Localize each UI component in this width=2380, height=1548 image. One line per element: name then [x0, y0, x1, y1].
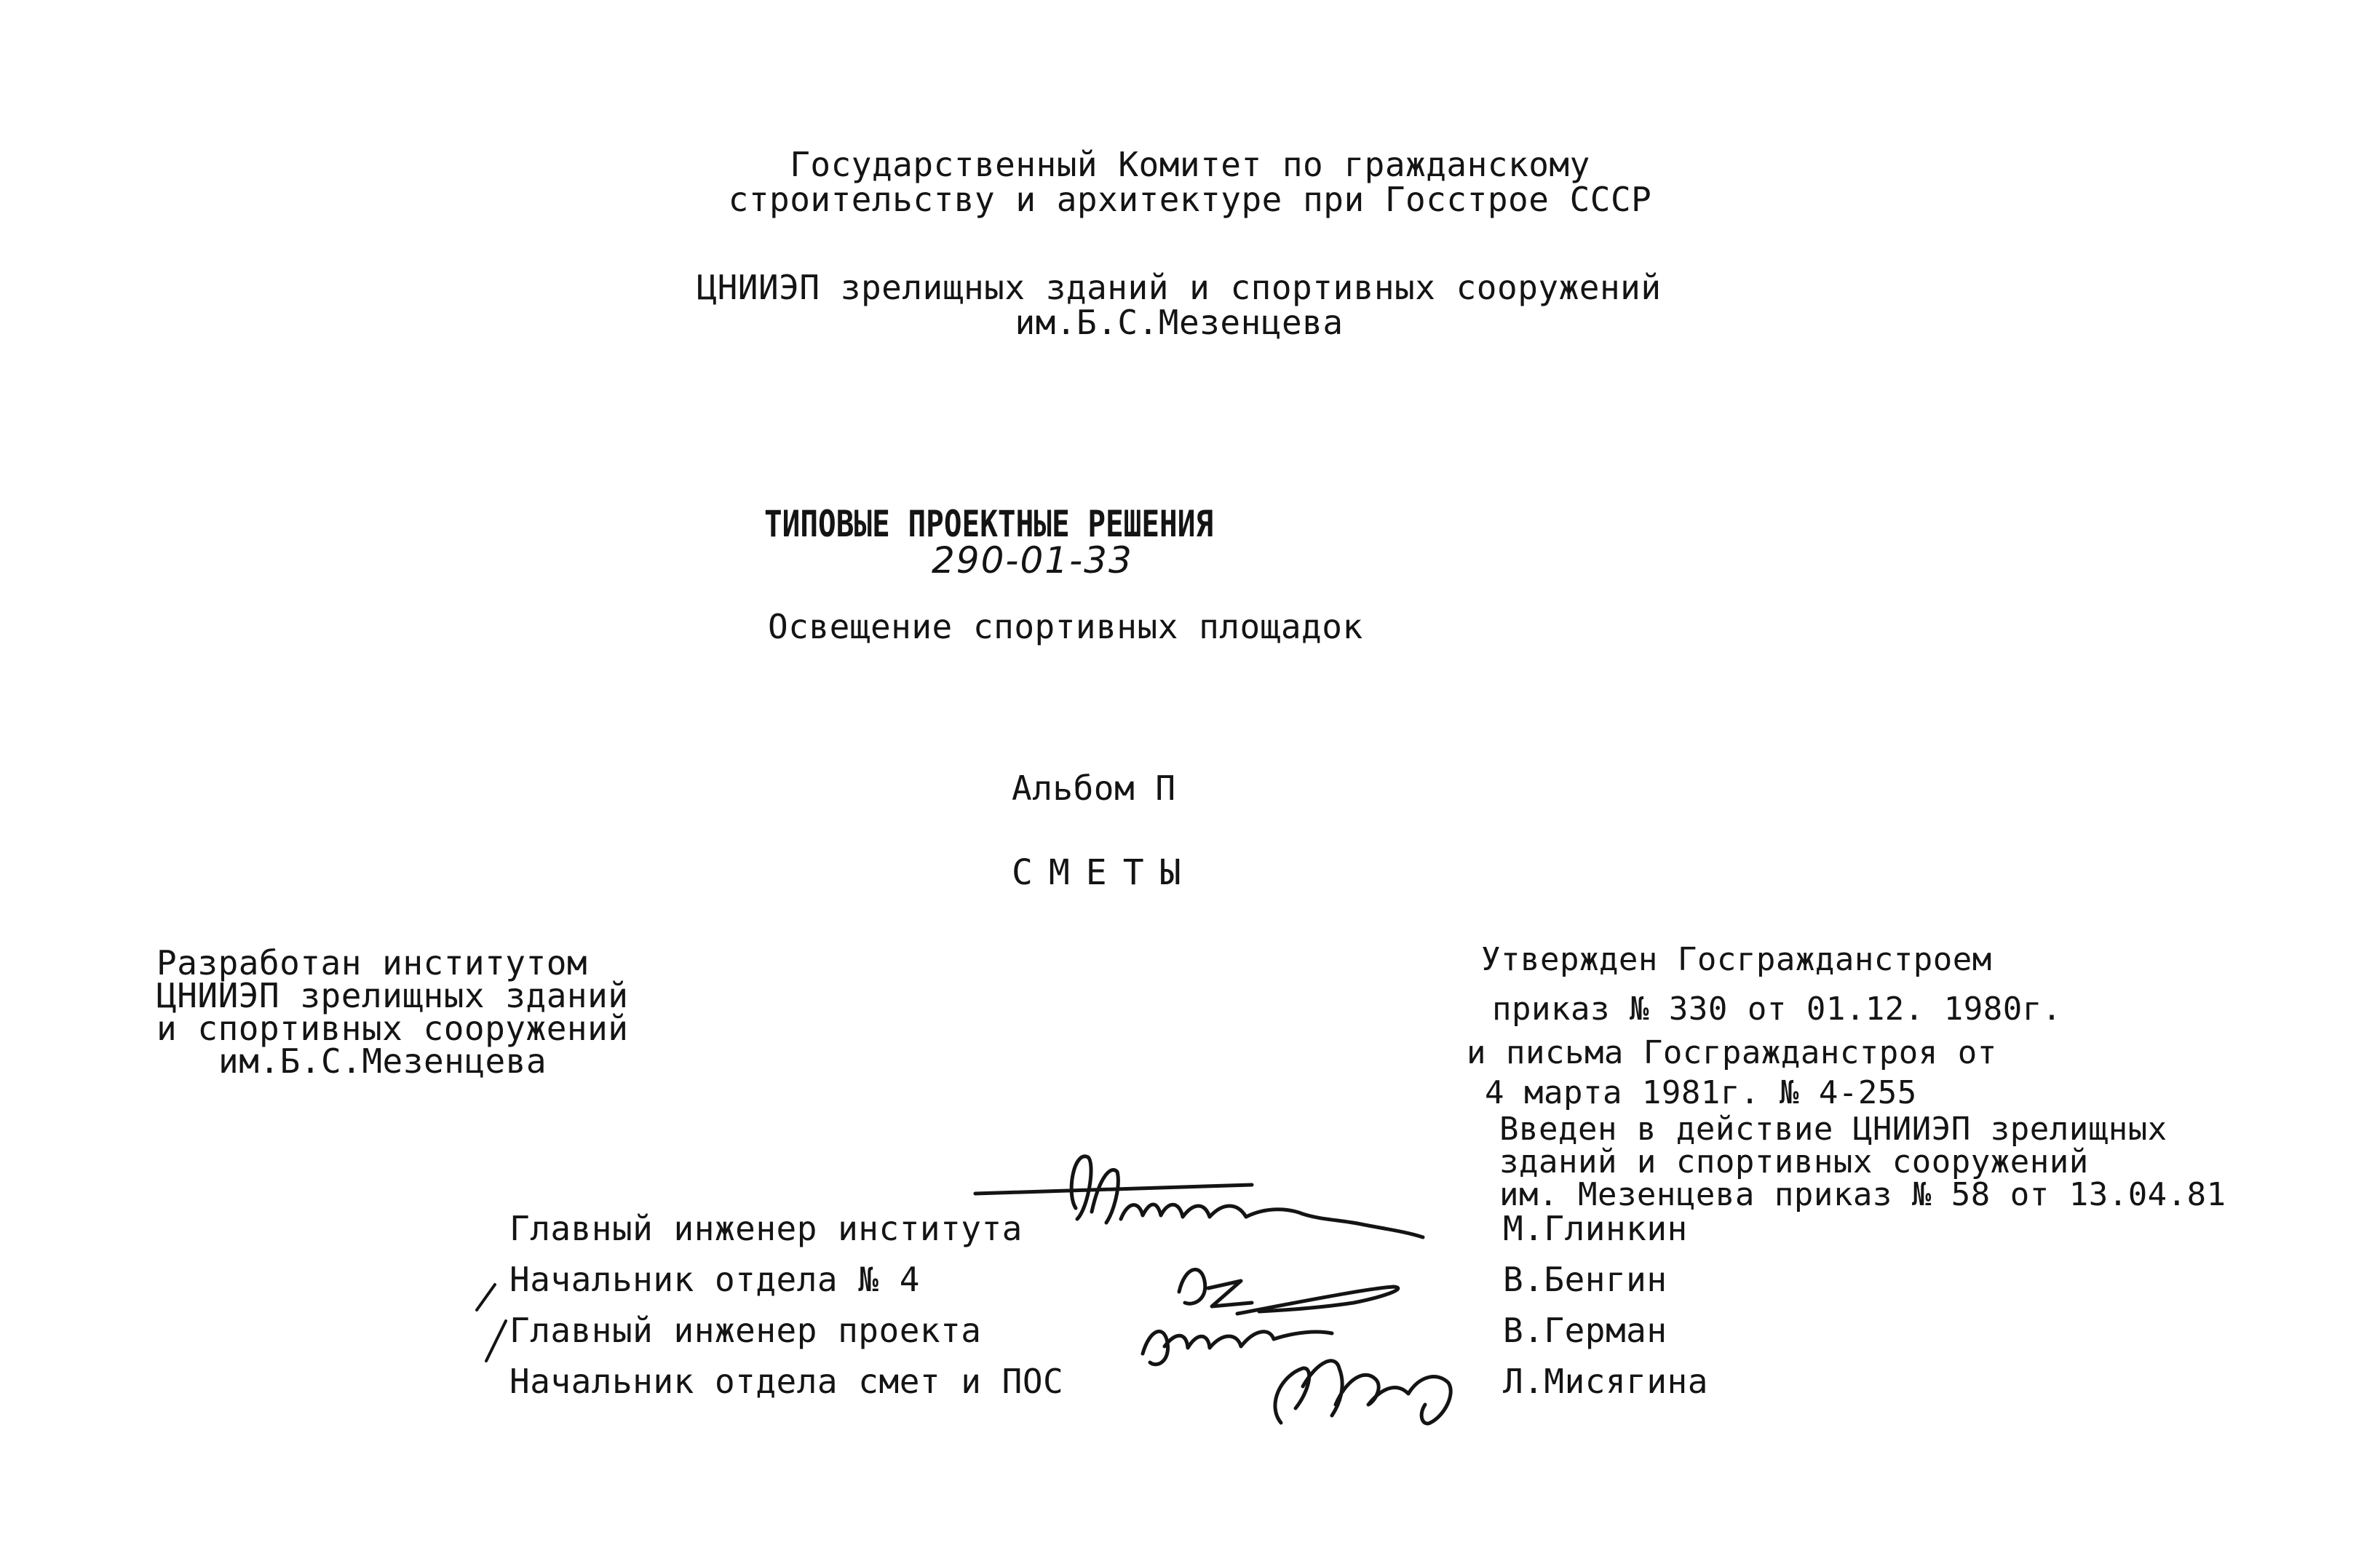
project-subject: Освещение спортивных площадок [768, 607, 1363, 646]
developed-by-line: и спортивных сооружений [156, 1009, 629, 1048]
institute-line-2: им.Б.С.Мезенцева [1015, 303, 1344, 342]
developed-by-line: им.Б.С.Мезенцева [218, 1041, 547, 1081]
approval-line: им. Мезенцева приказ № 58 от 13.04.81 [1499, 1176, 2226, 1213]
approval-line: 4 марта 1981г. № 4-255 [1485, 1074, 1917, 1111]
signatory-position: Главный инженер института [509, 1209, 1023, 1248]
developed-by-line: ЦНИИЭП зрелищных зданий [156, 976, 629, 1015]
approval-line: Утвержден Госгражданстроем [1481, 941, 1992, 978]
project-code: 290-01-33 [932, 539, 1133, 582]
section-title: СМЕТЫ [1012, 852, 1197, 893]
approval-line: и письма Госгражданстроя от [1467, 1034, 1997, 1071]
album-number: Альбом П [1012, 769, 1176, 808]
committee-line-1: Государственный Комитет по гражданскому [790, 145, 1590, 184]
approval-line: приказ № 330 от 01.12. 1980г. [1492, 991, 2062, 1028]
signatory-position: Начальник отдела № 4 [509, 1260, 920, 1299]
approval-line: Введен в действие ЦНИИЭП зрелищных [1499, 1111, 2167, 1148]
pen-tick-mark [486, 1321, 506, 1361]
pen-tick-mark [477, 1285, 495, 1310]
signatory-name: Л.Мисягина [1503, 1362, 1708, 1401]
signatory-name: В.Бенгин [1503, 1260, 1667, 1299]
approval-line: зданий и спортивных сооружений [1499, 1143, 2089, 1180]
signature-chief-engineer [975, 1156, 1423, 1237]
signatory-name: В.Герман [1503, 1311, 1667, 1350]
developed-by-line: Разработан институтом [156, 943, 588, 983]
document-title: ТИПОВЫЕ ПРОЕКТНЫЕ РЕШЕНИЯ [764, 503, 1214, 545]
signatory-position: Начальник отдела смет и ПОС [509, 1362, 1064, 1401]
signature-dept-head [1179, 1269, 1398, 1314]
signatory-position: Главный инженер проекта [509, 1311, 982, 1350]
signature-estimates-head [1275, 1361, 1451, 1424]
institute-line-1: ЦНИИЭП зрелищных зданий и спортивных сооружений [697, 268, 1662, 307]
committee-line-2: строительству и архитектуре при Госстрое СССР [728, 180, 1652, 219]
signature-project-engineer [1143, 1331, 1332, 1364]
signatory-name: М.Глинкин [1503, 1209, 1688, 1248]
